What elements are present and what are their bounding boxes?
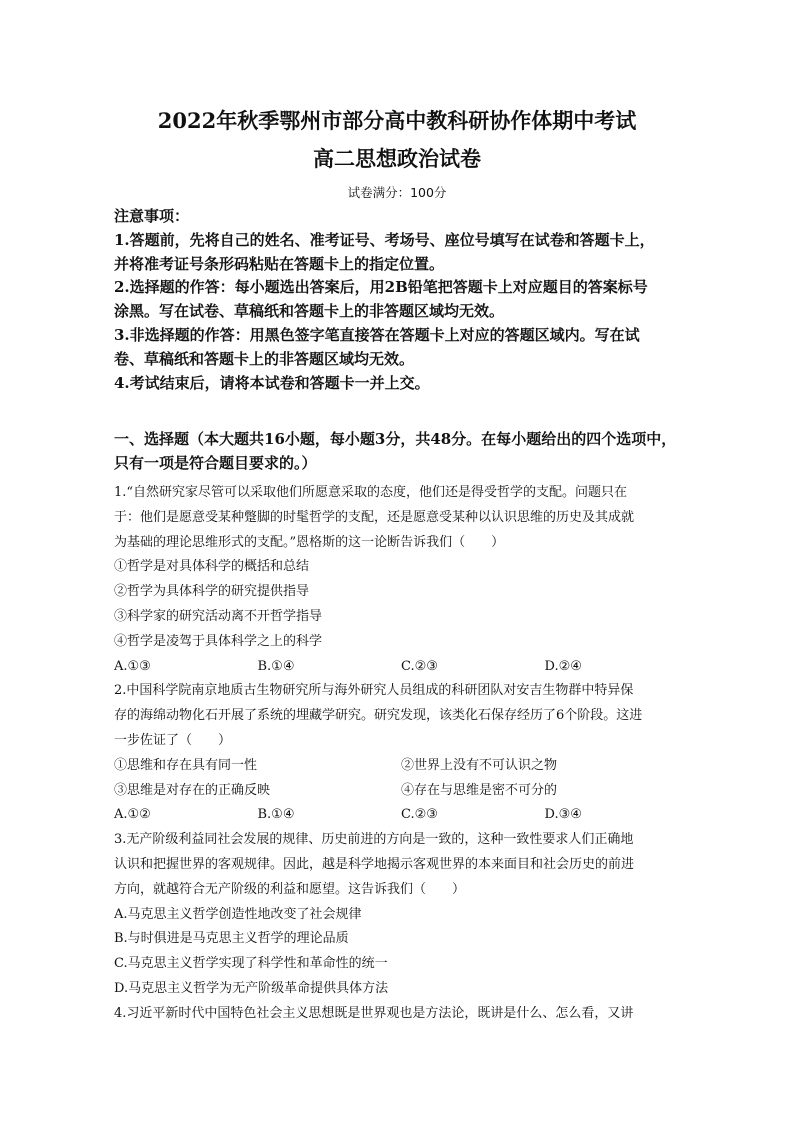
q1-item: ②哲学为具体科学的研究提供指导 <box>114 584 310 600</box>
q1-option-a: A.①③ <box>114 658 151 674</box>
q3-stem: 方向，就越符合无产阶级的利益和愿望。这告诉我们（ ） <box>114 881 466 897</box>
q1-stem: 1.“自然研究家尽管可以采取他们所愿意采取的态度，他们还是得受哲学的支配。问题只在 <box>114 485 628 500</box>
q3-option-a: A.马克思主义哲学创造性地改变了社会规律 <box>114 906 362 922</box>
exam-title: 2022年秋季鄂州市部分高中教科研协作体期中考试 <box>157 108 637 133</box>
notice-line: 4.考试结束后，请将本试卷和答题卡一并上交。 <box>114 373 430 392</box>
q1-options <box>114 655 688 680</box>
q1-option-c: C.②③ <box>401 658 438 674</box>
q1-option-d: D.②④ <box>544 658 582 674</box>
q2-options <box>114 803 688 828</box>
q1-stem: 于：他们是愿意受某种蹩脚的时髦哲学的支配，还是愿意受某种以认识思维的历史及其成就 <box>114 509 635 525</box>
section-line: 只有一项是符合题目要求的。） <box>114 453 317 472</box>
q3-option-d: D.马克思主义哲学为无产阶级革命提供具体方法 <box>114 980 389 996</box>
notice-line: 2.选择题的作答：每小题选出答案后，用2B铅笔把答题卡上对应题目的答案标号 <box>114 278 648 297</box>
section-line: 一、选择题（本大题共16小题，每小题3分，共48分。在每小题给出的四个选项中， <box>114 430 677 448</box>
q1-item: ④哲学是凌驾于具体科学之上的科学 <box>114 633 323 649</box>
q3-stem: 3.无产阶级利益同社会发展的规律、历史前进的方向是一致的，这种一致性要求人们正确地 <box>114 832 634 848</box>
q2-items-row <box>114 779 688 804</box>
q2-item: ①思维和存在具有同一性 <box>114 757 258 773</box>
q1-item: ③科学家的研究活动离不开哲学指导 <box>114 608 323 624</box>
q2-option-b: B.①④ <box>257 807 295 823</box>
notice-line: 卷、草稿纸和答题卡上的非答题区域均无效。 <box>114 349 415 368</box>
q2-item: ③思维是对存在的正确反映 <box>114 782 271 798</box>
exam-subtitle: 高二思想政治试卷 <box>313 146 481 171</box>
q2-stem: 存的海绵动物化石开展了系统的埋藏学研究。研究发现，该类化石保存经历了6个阶段。这进 <box>114 708 643 724</box>
q3-option-b: B.与时俱进是马克思主义哲学的理论品质 <box>114 931 349 947</box>
q2-stem: 一步佐证了（ ） <box>114 732 232 748</box>
q3-option-c: C.马克思主义哲学实现了科学性和革命性的统一 <box>114 956 388 972</box>
q1-option-b: B.①④ <box>257 658 295 674</box>
q2-option-a: A.①② <box>114 807 151 823</box>
q1-stem: 为基础的理论思维形式的支配。”恩格斯的这一论断告诉我们（ ） <box>114 534 505 550</box>
notice-line: 1.答题前，先将自己的姓名、准考证号、考场号、座位号填写在试卷和答题卡上， <box>114 230 655 249</box>
section-heading <box>114 428 694 475</box>
q2-option-c: C.②③ <box>401 807 438 823</box>
q1-item: ①哲学是对具体科学的概括和总结 <box>114 559 310 575</box>
q3-stem: 认识和把握世界的客观规律。因此，越是科学地揭示客观世界的本来面目和社会历史的前进 <box>114 856 635 872</box>
q4-stem: 4.习近平新时代中国特色社会主义思想既是世界观也是方法论，既讲是什么、怎么看，又讲 <box>114 1005 634 1021</box>
notice-heading: 注意事项： <box>114 207 190 225</box>
q2-item: ②世界上没有不可认识之物 <box>401 757 558 773</box>
q2-option-d: D.③④ <box>544 807 582 823</box>
notice-line: 涂黑。写在试卷、草稿纸和答题卡上的非答题区域均无效。 <box>114 302 505 321</box>
notice-line: 并将准考证号条形码粘贴在答题卡上的指定位置。 <box>114 254 445 273</box>
question-list <box>114 481 688 1027</box>
q2-items-row <box>114 754 688 779</box>
q2-stem: 2.中国科学院南京地质古生物研究所与海外研究人员组成的科研团队对安吉生物群中特异保 <box>114 683 634 699</box>
full-score: 试卷满分：100分 <box>347 185 447 200</box>
notice-block <box>114 205 694 395</box>
notice-line: 3.非选择题的作答：用黑色签字笔直接答在答题卡上对应的答题区域内。写在试 <box>114 325 640 344</box>
q2-item: ④存在与思维是密不可分的 <box>401 782 558 798</box>
